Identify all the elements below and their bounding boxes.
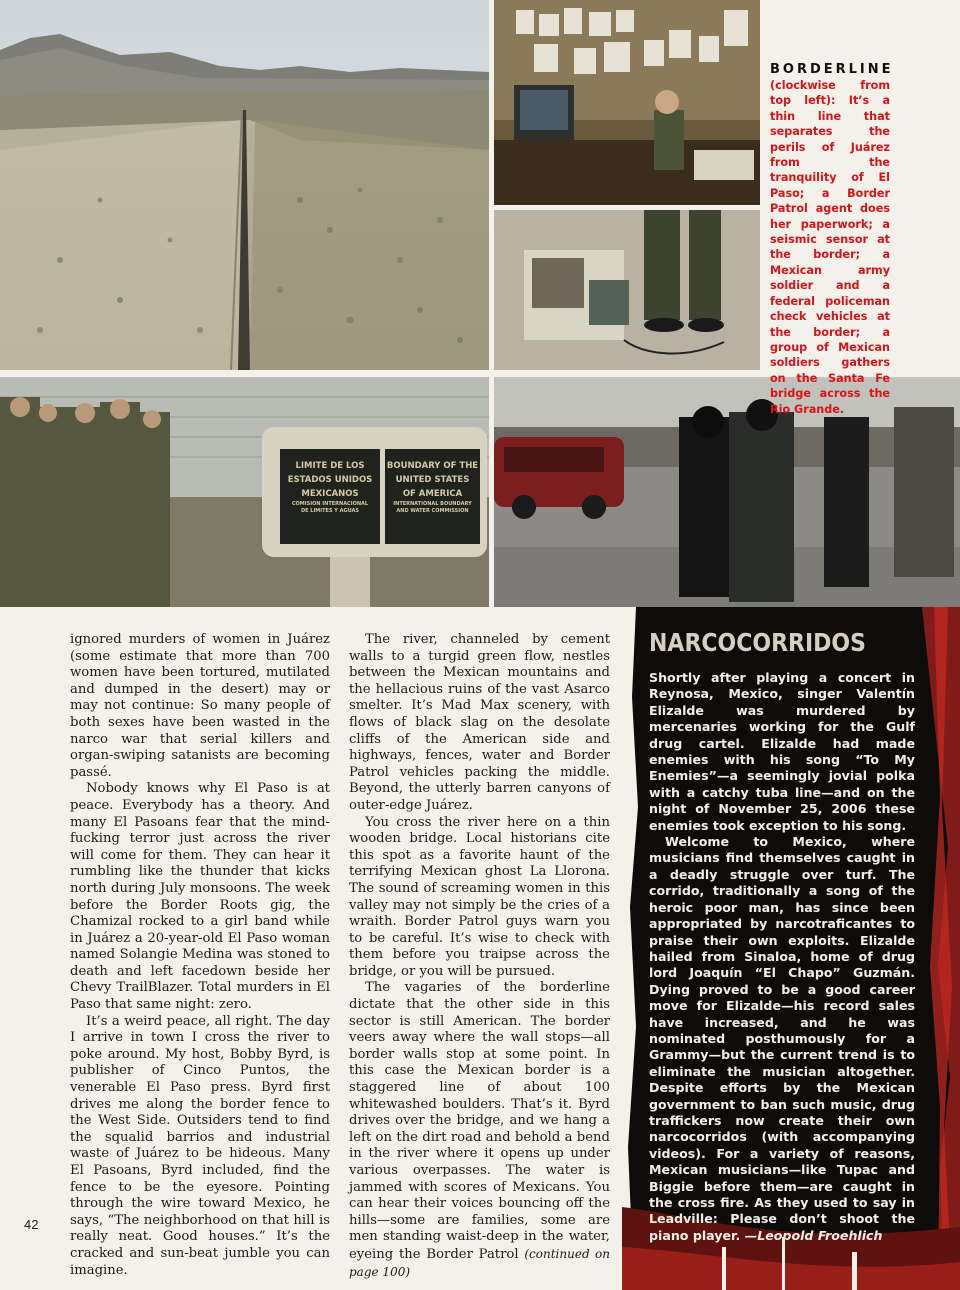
column2-paragraph-2: You cross the river here on a thin wooden bridge. Local historians cite this spot as a favorite haunt of the terrifying Mexican ghost La Llorona. The sound of screaming women in this valley may not simply be the cries of a wraith. Border Patrol guys warn you to be careful. It’s wise to check with them before you traipse across the bridge, or you will be pursued. [349, 814, 610, 979]
article-column-1 [70, 632, 330, 1279]
plaque-mexico-line-4: COMISION INTERNACIONAL [291, 501, 369, 507]
article-column-2 [349, 632, 610, 1281]
sidebar-title: NARCOCORRIDOS [649, 629, 866, 658]
plaque-usa-line-4: INTERNATIONAL BOUNDARY [393, 501, 472, 507]
column2-paragraph-3-text: The vagaries of the borderline dictate that the other side in this sector is still American. The border veers away where the wall stops—all border walls stop at some point. In this case the Mexican border is a staggered line of about 100 whitewashed boulders. That’s it. Byrd drives over the bridge, and we hang a left on the dirt road and behold a bend in the river where it opens up under various overpasses. The water is jammed with scores of Mexicans. You can hear their voices bouncing off the hills—some are families, some are men standing waist-deep in the water, eyeing the Border Patrol [349, 980, 610, 1262]
soldiers-bridge-photo [0, 377, 489, 607]
checkpoint-photo [494, 377, 960, 607]
plaque-mexico-line-3: MEXICANOS [301, 489, 359, 499]
column1-paragraph-2: Nobody knows why El Paso is at peace. Everybody has a theory. And many El Pasoans fear that the mind-fucking terror just across the river will come for them. They can hear it rumbling like the thunder that kicks north during July monsoons. The week before the Border Roots gig, the Chamizal rocked to a girl band while in Juárez a 20-year-old El Paso woman named Solangie Medina was stoned to death and left facedown beside her Chevy TrailBlazer. Total murders in El Paso that same night: zero. [70, 781, 330, 1013]
plaque-mexico-line-1: LIMITE DE LOS [295, 461, 365, 471]
caption-text: (clockwise from top left): It’s a thin line that separates the perils of Juárez from the tranquility of El Paso; a Border Patrol agent does her paperwork; a seismic sensor at the border; a Mexican army soldier and a federal policeman check vehicles at the border; a group of Mexican soldiers gathers on the Santa Fe bridge across the Rio Grande. [770, 79, 890, 416]
caption-title: BORDERLINE [770, 62, 894, 77]
plaque-usa-line-3: OF AMERICA [402, 489, 463, 499]
plaque-usa-line-1: BOUNDARY OF THE [386, 461, 479, 471]
plaque-mexico-line-5: DE LIMITES Y AGUAS [300, 508, 360, 514]
sidebar-byline: —Leopold Froehlich [744, 1227, 883, 1243]
agent-desk-photo [494, 0, 760, 205]
sidebar-body [649, 670, 915, 1244]
column2-paragraph-3 [349, 980, 610, 1281]
narcocorridos-sidebar [622, 607, 960, 1290]
column2-paragraph-1: The river, channeled by cement walls to a turgid green flow, nestles between the Mexican mountains and the hellacious ruins of the vast Asarco smelter. It’s Mad Max scenery, with flows of black slag on the desolate cliffs of the American side and highways, fences, water and Border Patrol vehicles packing the middle. Beyond, the utterly barren canyons of outer-edge Juárez. [349, 632, 610, 813]
page-number: 42 [24, 1217, 39, 1232]
plaque-usa-line-2: UNITED STATES [395, 475, 470, 485]
seismic-sensor-photo [494, 210, 760, 370]
border-plaque [280, 449, 480, 544]
column1-paragraph-1: ignored murders of women in Juárez (some estimate that more than 700 women have been tortured, mutilated and dumped in the desert) may or may not continue: So many people of both sexes have been wasted in the narco war that serial killers and organ-swiping satanists are becoming passé. [70, 632, 330, 780]
column1-paragraph-3: It’s a weird peace, all right. The day I arrive in town I cross the river to poke around. My host, Bobby Byrd, is publisher of Cinco Puntos, the venerable El Paso press. Byrd first drives me along the border fence to the West Side. Outsiders tend to find the squalid barrios and industrial waste of Juárez to be hideous. Many El Pasoans, Byrd included, find the fence to be the eyesore. Pointing through the wire toward Mexico, he says, “The neighborhood on that hill is really neat. Good houses.” It’s the cracked and sun-beat jumble you can imagine. [70, 1013, 330, 1278]
sidebar-paragraph-1: Shortly after playing a concert in Reynosa, Mexico, singer Valentín Elizalde was murdered by mercenaries working for the Gulf drug cartel. Elizalde had made enemies with his song “To My Enemies”—a seemingly jovial polka with a catchy tuba line—and on the night of November 25, 2006 these enemies took exception to his song. [649, 670, 915, 833]
border-desert-photo [0, 0, 489, 370]
photo-caption [770, 62, 894, 417]
continued-note: (continued on page 100) [349, 1246, 610, 1279]
plaque-mexico-line-2: ESTADOS UNIDOS [287, 475, 373, 485]
sidebar-paragraph-2 [649, 834, 915, 1244]
plaque-usa-line-5: AND WATER COMMISSION [396, 508, 469, 514]
sidebar-paragraph-2-text: Welcome to Mexico, where musicians find themselves caught in a deadly struggle over turf. The corrido, traditionally a song of the heroic poor man, has since been appropriated by narcotraficantes to praise their own exploits. Elizalde hailed from Sinaloa, home of drug lord Joaquín “El Chapo” Guzmán. Dying proved to be a good career move for Elizalde—his record sales have increased, and he was nominated posthumously for a Grammy—but the current trend is to eliminate the musician altogether. Despite efforts by the Mexican government to ban such music, drug traffickers now create their own narcocorridos (with accompanying videos). For a variety of reasons, Mexican musicians—like Tupac and Biggie before them—are caught in the cross fire. As they used to say in Leadville: Please don’t shoot the piano player. [649, 834, 915, 1243]
